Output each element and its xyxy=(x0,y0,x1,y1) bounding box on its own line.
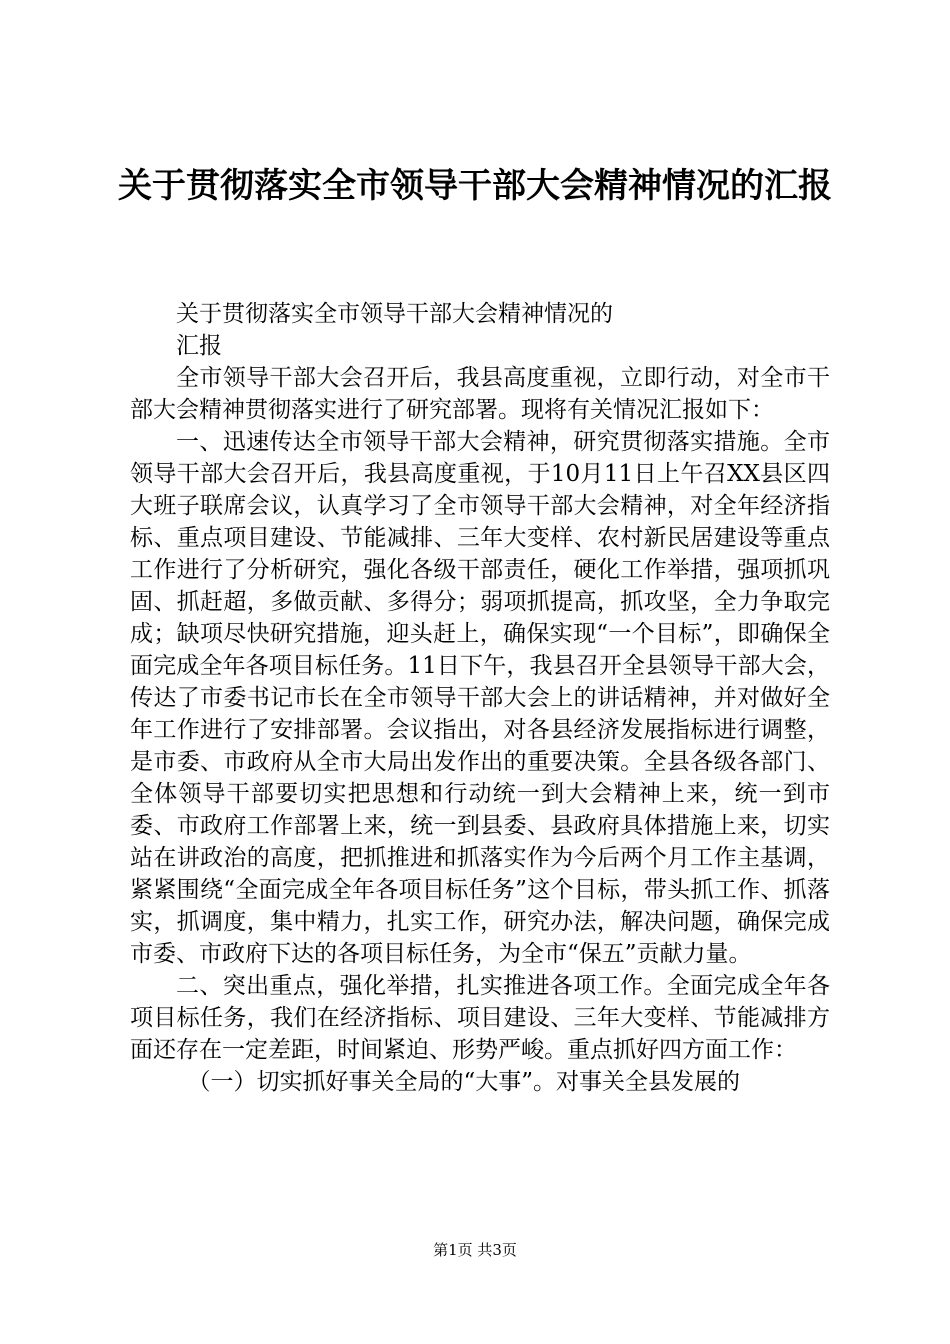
paragraph-intro: 全市领导干部大会召开后，我县高度重视，立即行动，对全市干部大会精神贯彻落实进行了研究部署。现将有关情况汇报如下： xyxy=(130,365,830,423)
document-title: 关于贯彻落实全市领导干部大会精神情况的汇报 xyxy=(118,166,832,206)
subtitle-line-2: 汇报 xyxy=(176,333,222,359)
paragraph-section-1: 一、迅速传达全市领导干部大会精神，研究贯彻落实措施。全市领导干部大会召开后，我县高度重视，于10月11日上午召XX县区四大班子联席会议，认真学习了全市领导干部大会精神，对全年经济指标、重点项目建设、节能减排、三年大变样、农村新民居建设等重点工作进行了分析研究，强化各级干部责任，硬化工作举措，强项抓巩固、抓赶超，多做贡献、多得分；弱项抓提高，抓攻坚，全力争取完成；缺项尽快研究措施，迎头赶上，确保实现“一个目标”，即确保全面完成全年各项目标任务。11日下午，我县召开全县领导干部大会，传达了市委书记市长在全市领导干部大会上的讲话精神，并对做好全年工作进行了安排部署。会议指出，对各县经济发展指标进行调整，是市委、市政府从全市大局出发作出的重要决策。全县各级各部门、全体领导干部要切实把思想和行动统一到大会精神上来，统一到市委、市政府工作部署上来，统一到县委、县政府具体措施上来，切实站在讲政治的高度，把抓推进和抓落实作为今后两个月工作主基调，紧紧围绕“全面完成全年各项目标任务”这个目标，带头抓工作、抓落实，抓调度，集中精力，扎实工作，研究办法，解决问题，确保完成市委、市政府下达的各项目标任务，为全市“保五”贡献力量。 xyxy=(130,429,830,967)
paragraph-section-2: 二、突出重点，强化举措，扎实推进各项工作。全面完成全年各项目标任务，我们在经济指标、项目建设、三年大变样、节能减排方面还存在一定差距，时间紧迫、形势严峻。重点抓好四方面工作： xyxy=(130,973,830,1063)
document-body xyxy=(130,298,830,1098)
page-footer: 第1页 共3页 xyxy=(433,1241,517,1259)
subtitle-line-1: 关于贯彻落实全市领导干部大会精神情况的 xyxy=(176,301,613,327)
paragraph-subsection-1: （一）切实抓好事关全局的“大事”。对事关全县发展的 xyxy=(187,1069,741,1095)
